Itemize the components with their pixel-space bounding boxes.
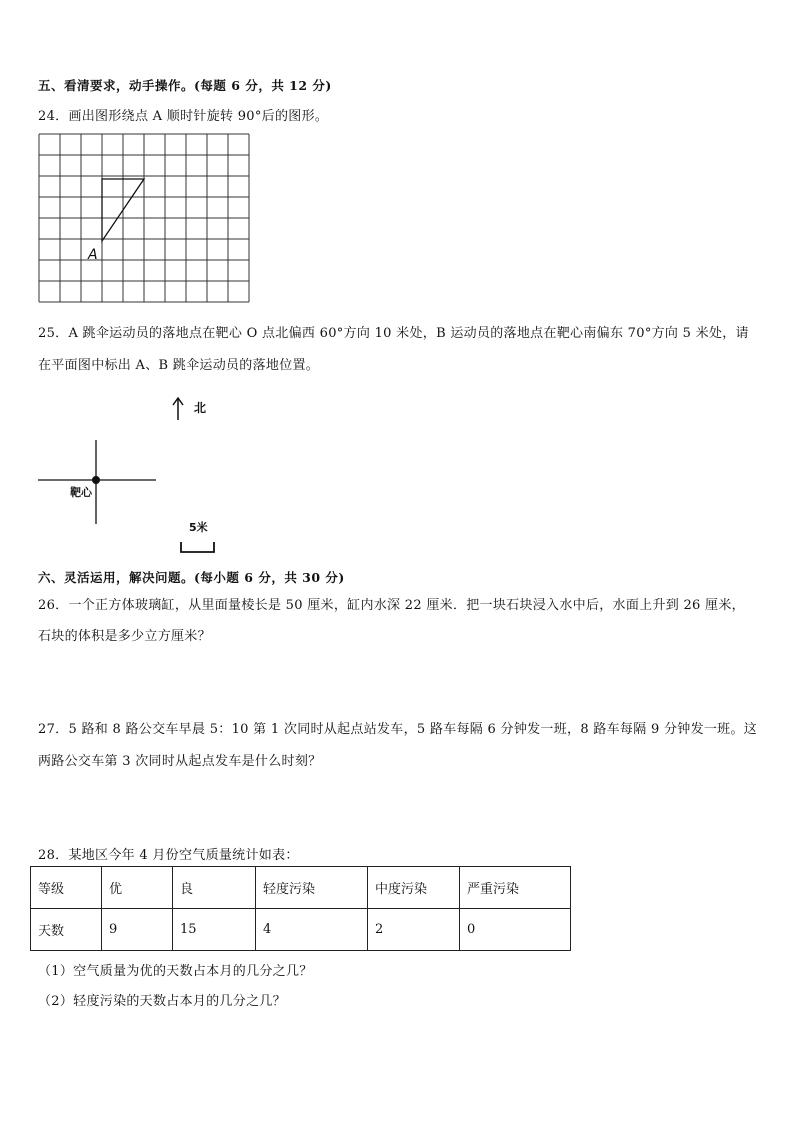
air-quality-table xyxy=(30,866,571,951)
table-header-cell: 优 xyxy=(102,867,173,909)
table-header-cell: 等级 xyxy=(31,867,102,909)
rotation-grid-figure xyxy=(38,133,256,308)
table-header-cell: 中度污染 xyxy=(368,867,460,909)
scale-label: 5米 xyxy=(189,521,208,534)
section-6-heading: 六、灵活运用，解决问题。(每小题 6 分，共 30 分) xyxy=(38,570,345,585)
question-24-text: 24．画出图形绕点 A 顺时针旋转 90°后的图形。 xyxy=(38,109,329,124)
question-26-line-1: 26．一个正方体玻璃缸，从里面量棱长是 50 厘米，缸内水深 22 厘米．把一块石块浸入水中后，水面上升到 26 厘米， xyxy=(38,598,745,613)
table-cell: 15 xyxy=(173,909,256,951)
question-27-line-1: 27．5 路和 8 路公交车早晨 5：10 第 1 次同时从起点站发车，5 路车每隔 6 分钟发一班，8 路车每隔 9 分钟发一班。这 xyxy=(38,722,758,737)
grid-lines xyxy=(39,134,249,302)
table-header-cell: 轻度污染 xyxy=(256,867,368,909)
table-cell: 4 xyxy=(256,909,368,951)
question-27-line-2: 两路公交车第 3 次同时从起点发车是什么时刻？ xyxy=(38,754,322,769)
question-28-intro: 28．某地区今年 4 月份空气质量统计如表： xyxy=(38,848,299,863)
scale-bar xyxy=(181,542,214,552)
question-28-sub-1: （1）空气质量为优的天数占本月的几分之几？ xyxy=(38,964,313,979)
question-26-line-2: 石块的体积是多少立方厘米？ xyxy=(38,629,211,644)
table-cell: 2 xyxy=(368,909,460,951)
target-center-label: 靶心 xyxy=(70,486,92,499)
section-5-heading: 五、看清要求，动手操作。(每题 6 分，共 12 分) xyxy=(38,78,332,93)
table-cell: 9 xyxy=(102,909,173,951)
question-25-line-1: 25．A 跳伞运动员的落地点在靶心 O 点北偏西 60°方向 10 米处，B 运动员的落地点在靶心南偏东 70°方向 5 米处，请 xyxy=(38,326,749,341)
target-center-point xyxy=(92,476,100,484)
table-cell: 0 xyxy=(460,909,571,951)
table-header-row xyxy=(31,867,571,909)
table-header-cell: 严重污染 xyxy=(460,867,571,909)
question-25-line-2: 在平面图中标出 A、B 跳伞运动员的落地位置。 xyxy=(38,358,320,373)
table-row xyxy=(31,909,571,951)
north-label: 北 xyxy=(194,401,207,415)
question-28-sub-2: （2）轻度污染的天数占本月的几分之几？ xyxy=(38,994,286,1009)
target-map-figure xyxy=(36,390,266,560)
point-a-label: A xyxy=(88,247,98,263)
table-header-cell: 良 xyxy=(173,867,256,909)
table-cell: 天数 xyxy=(31,909,102,951)
north-arrow-icon xyxy=(173,398,183,420)
